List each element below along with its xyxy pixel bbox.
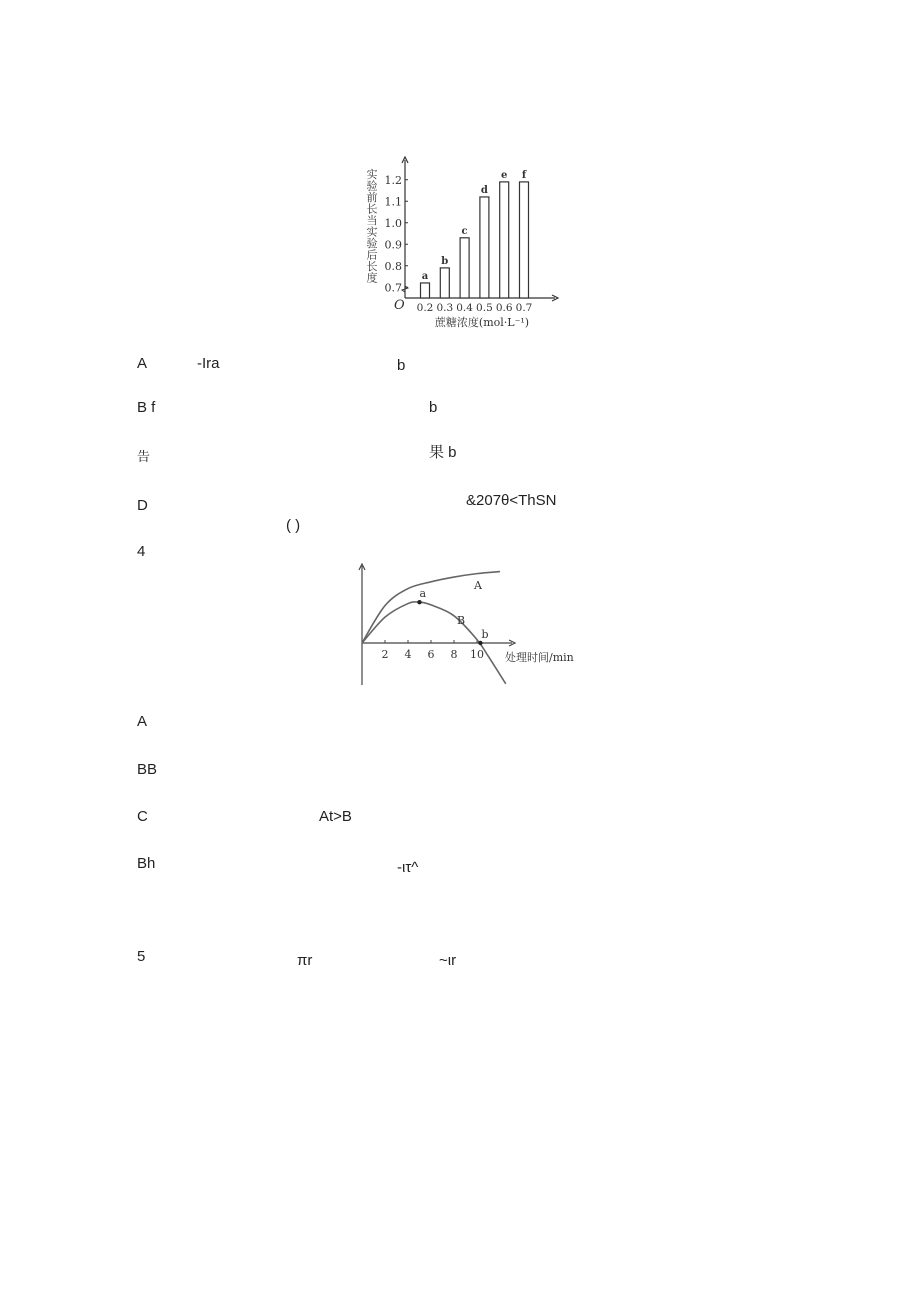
q3-option-d-tail: &207θ<ThSN	[466, 492, 557, 509]
x-axis-label: 蔗糖浓度(mol·L⁻¹)	[434, 316, 530, 329]
y-axis-label-char: 实	[366, 168, 378, 181]
sucrose-bar-chart	[360, 155, 570, 335]
q4-option-b-letter: BB	[137, 761, 158, 778]
point-b	[478, 641, 482, 645]
y-axis-label-char: 验	[366, 179, 378, 193]
y-axis-label-char: 验	[366, 237, 378, 250]
origin-label: O	[394, 298, 405, 313]
x-tick-label: 0.3	[436, 302, 454, 314]
point-a	[417, 600, 421, 604]
bar-b	[440, 268, 449, 298]
y-axis-label-char: 前	[366, 191, 378, 204]
y-tick-label: 1.2	[384, 173, 402, 187]
point-b-label: b	[481, 628, 489, 641]
y-axis-label-char: 长	[366, 260, 378, 273]
time-curve-chart	[352, 563, 587, 690]
y-tick-label: 1.1	[384, 195, 402, 209]
y-tick-label: 0.7	[384, 281, 402, 295]
y-axis-label-char: 后	[366, 248, 378, 262]
bar-f	[520, 182, 529, 298]
bar-d	[480, 197, 489, 298]
y-axis-label-char: 当	[366, 214, 378, 227]
x-tick-label: 0.4	[456, 302, 473, 314]
q3-option-c-letter: 告	[137, 449, 151, 464]
q3-option-b-tail: b	[429, 399, 438, 416]
x-tick-label: 10	[470, 648, 484, 661]
q4-option-c-letter: C	[137, 808, 148, 825]
x-tick-label: 0.7	[515, 302, 533, 314]
q4-number: 4	[137, 543, 146, 560]
x-axis-label: 处理时间/min	[505, 651, 574, 664]
q4-option-a-letter: A	[137, 713, 148, 730]
x-tick-label: 8	[450, 648, 458, 661]
q3-option-a-letter: A	[137, 355, 148, 372]
curve-B-label: B	[457, 614, 466, 627]
x-tick-label: 0.6	[495, 302, 513, 314]
q3-option-d-letter: D	[137, 497, 148, 514]
y-tick-label: 0.9	[384, 238, 402, 252]
x-tick-label: 2	[381, 648, 389, 661]
q5-text-1: πr	[297, 952, 313, 969]
y-tick-label: 1.0	[384, 216, 402, 230]
q3-option-a-text: -Ira	[197, 355, 220, 372]
q4-option-d-letter: Bh	[137, 855, 156, 872]
x-tick-label: 0.5	[476, 302, 493, 314]
q3-option-c-tail: 果 b	[429, 444, 457, 461]
x-tick-label: 6	[427, 648, 435, 661]
bar-label-a: a	[421, 270, 429, 282]
bar-label-f: f	[521, 169, 527, 181]
y-tick-label: 0.8	[384, 259, 402, 273]
q5-text-2: ~ιr	[439, 952, 457, 969]
point-a-label: a	[419, 587, 427, 601]
y-axis-label-char: 实	[366, 225, 378, 239]
bar-label-b: b	[441, 255, 449, 267]
q4-option-d-text: -ιτ^	[397, 859, 419, 876]
bar-c	[460, 238, 469, 298]
bar-label-c: c	[461, 225, 468, 237]
bar-a	[421, 283, 430, 298]
q3-option-a-tail: b	[397, 357, 406, 374]
curve-A-label: A	[474, 579, 482, 592]
x-tick-label: 4	[404, 648, 412, 661]
x-tick-label: 0.2	[416, 302, 434, 314]
y-axis-label-char: 度	[366, 271, 378, 285]
q4-option-c-text: At>B	[319, 808, 352, 825]
q5-number: 5	[137, 948, 146, 965]
bar-label-e: e	[501, 169, 508, 181]
y-axis-label-char: 长	[366, 202, 378, 216]
bar-e	[500, 182, 509, 298]
bar-label-d: d	[480, 184, 488, 196]
answer-blank: ( )	[286, 517, 301, 534]
q3-option-b-letter: B f	[137, 399, 156, 416]
